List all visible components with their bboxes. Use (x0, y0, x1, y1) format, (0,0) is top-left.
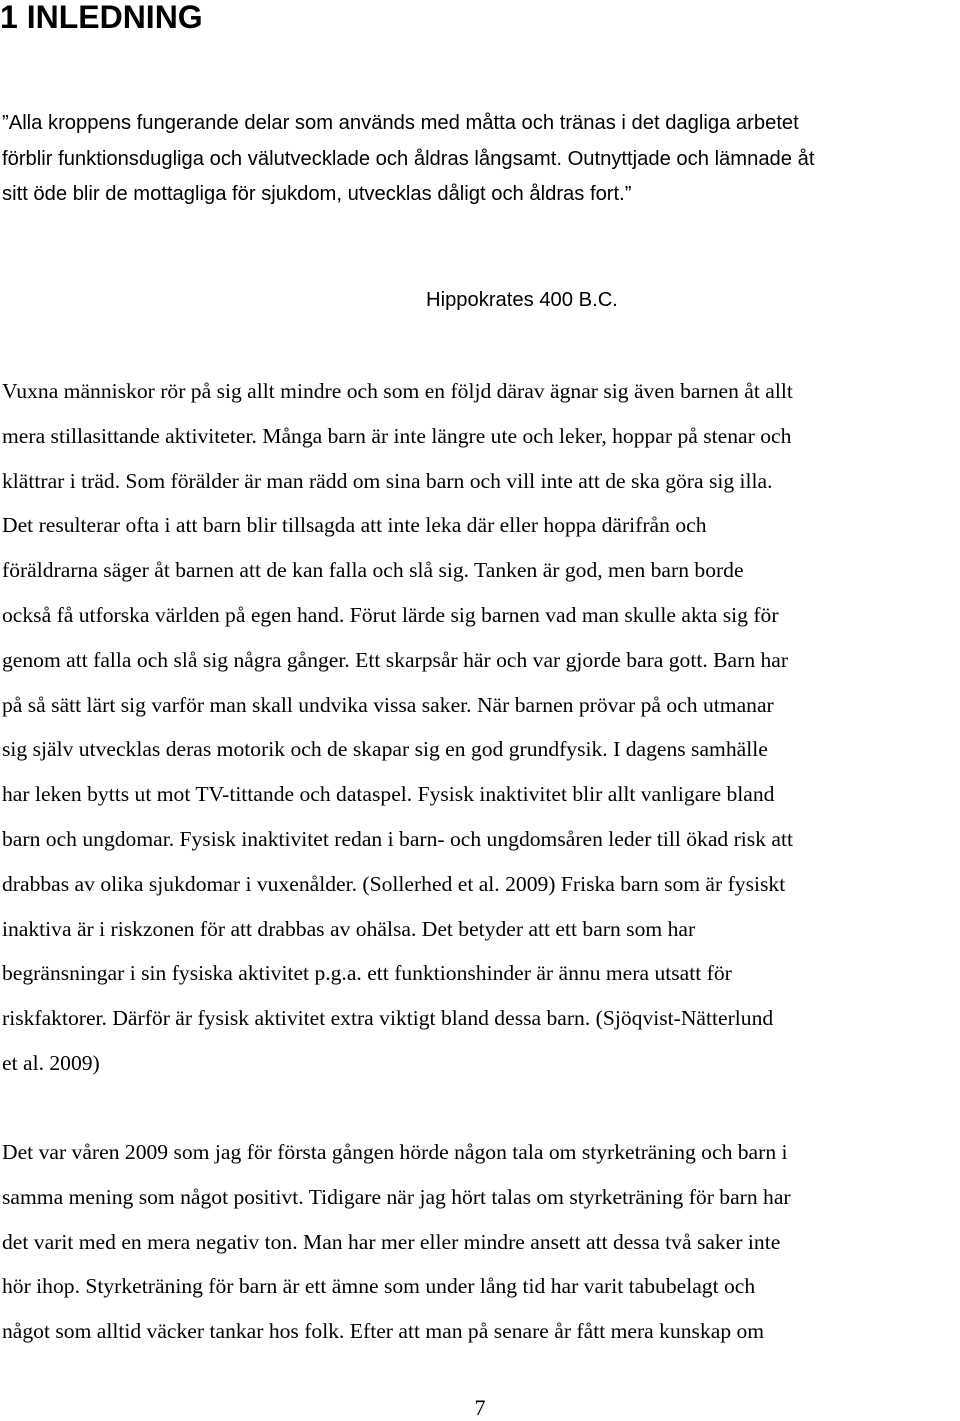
quote-attribution: Hippokrates 400 B.C. (426, 289, 618, 311)
paragraph-line: Det var våren 2009 som jag för första gången hörde någon tala om styrketräning och barn i (2, 1140, 788, 1164)
quote-line: ”Alla kroppens fungerande delar som används med måtta och tränas i det dagliga arbetet (2, 112, 799, 134)
page-number: 7 (474, 1395, 486, 1420)
paragraph-line: inaktiva är i riskzonen för att drabbas av ohälsa. Det betyder att ett barn som har (2, 916, 696, 941)
body-paragraph-1 (2, 369, 793, 1086)
paragraph-line: klättrar i träd. Som förälder är man rädd om sina barn och vill inte att de ska göra sig illa. (2, 468, 773, 493)
epigraph-quote (2, 106, 814, 213)
paragraph-line: barn och ungdomar. Fysisk inaktivitet redan i barn- och ungdomsåren leder till ökad risk att (2, 826, 793, 851)
paragraph-line: mera stillasittande aktiviteter. Många barn är inte längre ute och leker, hoppar på stenar och (2, 423, 792, 448)
paragraph-line: Vuxna människor rör på sig allt mindre och som en följd därav ägnar sig även barnen åt allt (2, 379, 793, 403)
paragraph-line: begränsningar i sin fysiska aktivitet p.g.a. ett funktionshinder är ännu mera utsatt för (2, 961, 732, 986)
paragraph-line: drabbas av olika sjukdomar i vuxenålder. (Sollerhed et al. 2009) Friska barn som är fysiskt (2, 871, 786, 896)
body-paragraph-2 (2, 1130, 791, 1354)
paragraph-line: det varit med en mera negativ ton. Man har mer eller mindre ansett att dessa två saker inte (2, 1229, 781, 1254)
paragraph-line: också få utforska världen på egen hand. Förut lärde sig barnen vad man skulle akta sig för (2, 602, 779, 627)
paragraph-line: har leken bytts ut mot TV-tittande och dataspel. Fysisk inaktivitet blir allt vanligare bland (2, 782, 775, 807)
paragraph-line: hör ihop. Styrketräning för barn är ett ämne som under lång tid har varit tabubelagt och (2, 1274, 756, 1299)
paragraph-line: et al. 2009) (2, 1050, 100, 1075)
paragraph-line: riskfaktorer. Därför är fysisk aktivitet extra viktigt bland dessa barn. (Sjöqvist-Nätterlund (2, 1006, 774, 1031)
section-heading: 1 INLEDNING (0, 0, 203, 35)
paragraph-line: på så sätt lärt sig varför man skall undvika vissa saker. När barnen prövar på och utmanar (2, 692, 774, 717)
paragraph-line: något som alltid väcker tankar hos folk. Efter att man på senare år fått mera kunskap om (2, 1319, 765, 1344)
paragraph-line: sig själv utvecklas deras motorik och de skapar sig en god grundfysik. I dagens samhälle (2, 737, 768, 762)
quote-line: sitt öde blir de mottagliga för sjukdom, utvecklas dåligt och åldras fort.” (2, 183, 632, 205)
paragraph-line: föräldrarna säger åt barnen att de kan falla och slå sig. Tanken är god, men barn borde (2, 558, 744, 583)
quote-line: förblir funktionsdugliga och välutvecklade och åldras långsamt. Outnyttjade och lämnade åt (2, 147, 815, 170)
paragraph-line: Det resulterar ofta i att barn blir tillsagda att inte leka där eller hoppa därifrån och (2, 513, 707, 538)
paragraph-line: samma mening som något positivt. Tidigare när jag hört talas om styrketräning för barn har (2, 1184, 791, 1209)
paragraph-line: genom att falla och slå sig några gånger. Ett skarpsår här och var gjorde bara gott. Barn har (2, 647, 789, 672)
